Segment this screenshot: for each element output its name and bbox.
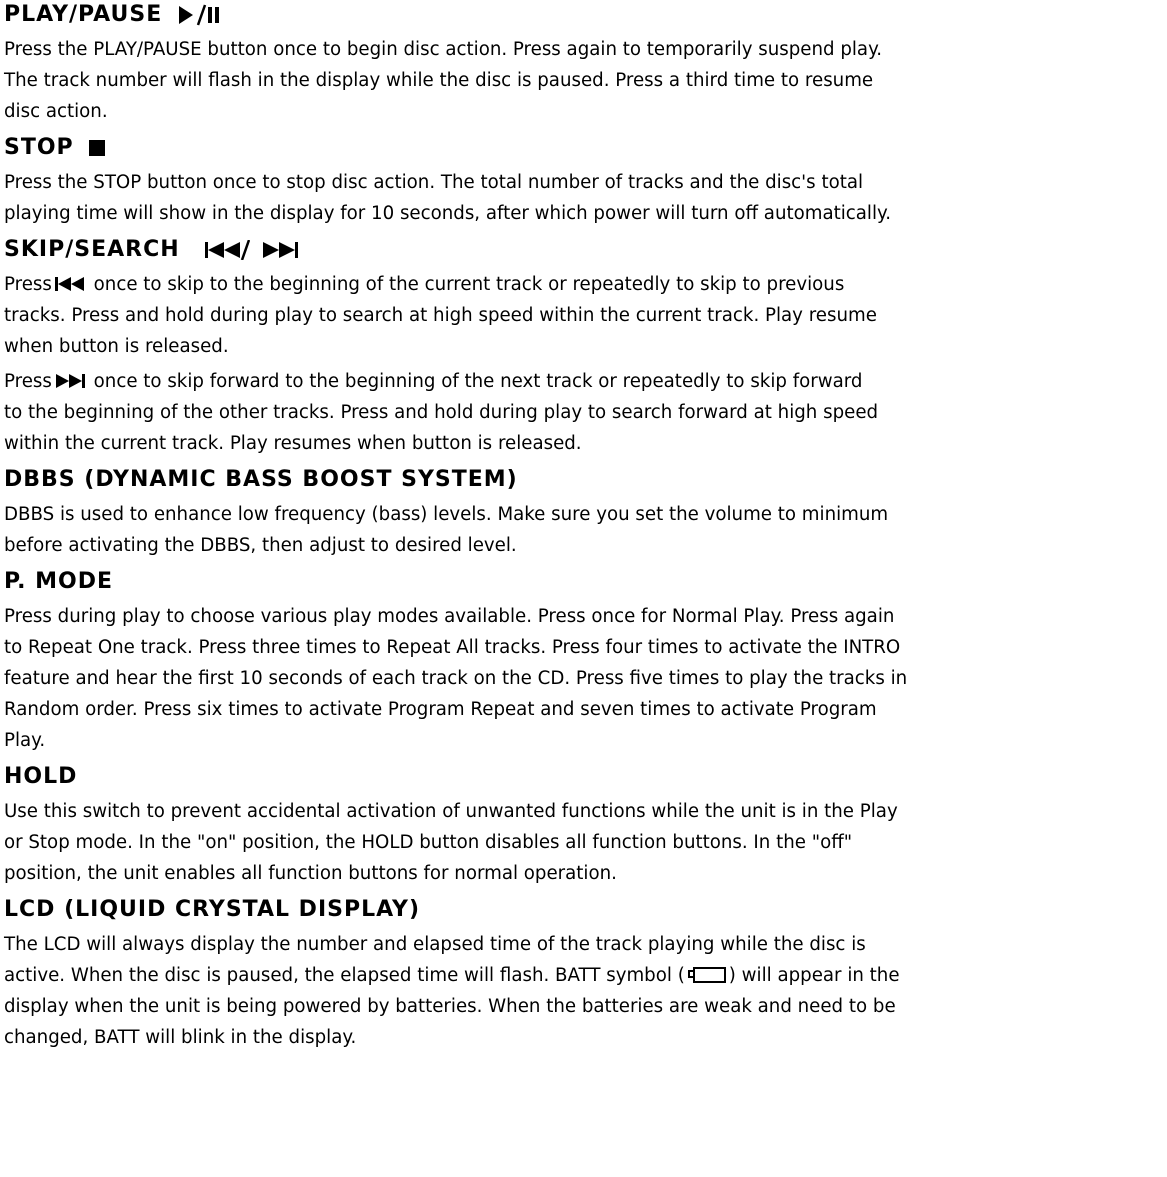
text-line bbox=[4, 366, 1165, 397]
section-heading bbox=[4, 567, 1165, 597]
section-heading bbox=[4, 762, 1165, 792]
section-heading bbox=[4, 0, 1165, 30]
paragraph bbox=[4, 601, 1165, 756]
prefix-text: Press bbox=[4, 371, 52, 392]
heading-text: DBBS (DYNAMIC BASS BOOST SYSTEM) bbox=[4, 467, 518, 492]
paragraph bbox=[4, 269, 1165, 362]
battery-icon bbox=[687, 966, 727, 984]
paragraph bbox=[4, 366, 1165, 459]
text-line: or Stop mode. In the "on" position, the HOLD button disables all function buttons. In the "off" bbox=[4, 832, 853, 853]
text-line: feature and hear the first 10 seconds of each track on the CD. Press five times to play the tracks in bbox=[4, 668, 908, 689]
heading-text: PLAY/PAUSE bbox=[4, 2, 163, 27]
text-line: Random order. Press six times to activate Program Repeat and seven times to activate Program bbox=[4, 699, 877, 720]
text-line: Press during play to choose various play modes available. Press once for Normal Play. Press again bbox=[4, 606, 895, 627]
line-text-suffix: ) will appear in the bbox=[728, 965, 900, 986]
skip-back-icon bbox=[54, 275, 86, 293]
text-line: Use this switch to prevent accidental activation of unwanted functions while the unit is in the Play bbox=[4, 801, 898, 822]
skip-forward-icon bbox=[261, 240, 301, 260]
paragraph bbox=[4, 499, 1165, 561]
text-line: display when the unit is being powered by batteries. When the batteries are weak and need to be bbox=[4, 996, 896, 1017]
text-line: disc action. bbox=[4, 101, 108, 122]
section-lcd bbox=[4, 895, 1165, 1053]
section-dbbs bbox=[4, 465, 1165, 561]
text-line: Press the STOP button once to stop disc action. The total number of tracks and the disc's total bbox=[4, 172, 864, 193]
section-p-mode bbox=[4, 567, 1165, 756]
heading-text: LCD (LIQUID CRYSTAL DISPLAY) bbox=[4, 897, 421, 922]
text-line: DBBS is used to enhance low frequency (bass) levels. Make sure you set the volume to minimum bbox=[4, 504, 889, 525]
heading-text: SKIP/SEARCH bbox=[4, 237, 180, 262]
text-line: Play. bbox=[4, 730, 46, 751]
text-line bbox=[4, 960, 1165, 991]
paragraph bbox=[4, 34, 1165, 127]
paragraph bbox=[4, 796, 1165, 889]
stop-icon bbox=[88, 139, 106, 157]
paragraph bbox=[4, 929, 1165, 1053]
section-heading bbox=[4, 133, 1165, 163]
text-line bbox=[4, 269, 1165, 300]
text-line: The track number will flash in the display while the disc is paused. Press a third time to resume bbox=[4, 70, 874, 91]
text-line: tracks. Press and hold during play to search at high speed within the current track. Play resume bbox=[4, 305, 877, 326]
line-text: active. When the disc is paused, the elapsed time will flash. BATT symbol ( bbox=[4, 965, 685, 986]
heading-text: P. MODE bbox=[4, 569, 113, 594]
text-line: position, the unit enables all function buttons for normal operation. bbox=[4, 863, 617, 884]
section-hold bbox=[4, 762, 1165, 889]
text-line: before activating the DBBS, then adjust to desired level. bbox=[4, 535, 517, 556]
text-line: Press the PLAY/PAUSE button once to begin disc action. Press again to temporarily suspend play. bbox=[4, 39, 883, 60]
section-heading bbox=[4, 235, 1165, 265]
paragraph bbox=[4, 167, 1165, 229]
heading-text: STOP bbox=[4, 135, 74, 160]
skip-back-icon bbox=[204, 240, 250, 260]
section-skip-search bbox=[4, 235, 1165, 459]
text-line: to the beginning of the other tracks. Press and hold during play to search forward at high speed bbox=[4, 402, 879, 423]
prefix-text: Press bbox=[4, 274, 52, 295]
line-text: once to skip to the beginning of the current track or repeatedly to skip to previous bbox=[93, 274, 845, 295]
section-heading bbox=[4, 895, 1165, 925]
text-line: when button is released. bbox=[4, 336, 229, 357]
play-pause-icon bbox=[177, 4, 221, 26]
manual-page bbox=[4, 0, 1165, 1057]
text-line: within the current track. Play resumes when button is released. bbox=[4, 433, 582, 454]
section-stop bbox=[4, 133, 1165, 229]
text-line: to Repeat One track. Press three times to Repeat All tracks. Press four times to activate the INTRO bbox=[4, 637, 901, 658]
text-line: playing time will show in the display for 10 seconds, after which power will turn off automatically. bbox=[4, 203, 891, 224]
line-text: once to skip forward to the beginning of the next track or repeatedly to skip forward bbox=[93, 371, 863, 392]
text-line: changed, BATT will blink in the display. bbox=[4, 1027, 357, 1048]
text-line: The LCD will always display the number and elapsed time of the track playing while the disc is bbox=[4, 934, 866, 955]
section-play-pause bbox=[4, 0, 1165, 127]
skip-forward-icon bbox=[54, 372, 86, 390]
heading-text: HOLD bbox=[4, 764, 78, 789]
section-heading bbox=[4, 465, 1165, 495]
